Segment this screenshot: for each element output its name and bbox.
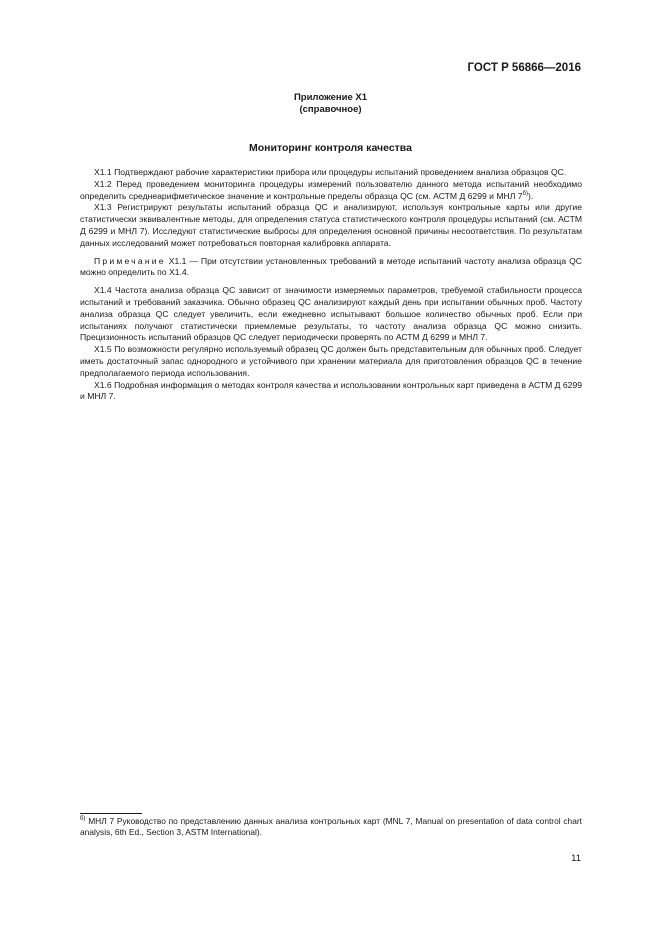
body-text xyxy=(80,167,582,403)
paragraph-x1-1: Х1.1 Подтверждают рабочие характеристики прибора или процедуры испытаний проведением анализа образцов QC. xyxy=(94,167,567,177)
footnote xyxy=(80,816,582,838)
annex-heading xyxy=(0,92,661,116)
document-code: ГОСТ Р 56866—2016 xyxy=(467,62,581,74)
note-paragraph xyxy=(80,256,582,280)
annex-subtitle: (справочное) xyxy=(299,104,362,115)
footnote-reference: б) xyxy=(522,190,528,197)
footnote-text: МНЛ 7 Руководство по представлению данных анализа контрольных карт (MNL 7, Manual on presentation of data control chart analysis, 6th Ed., Section 3, ASTM International). xyxy=(80,816,582,837)
paragraph-x1-2-end: ). xyxy=(527,190,534,201)
note-text: Х1.1 — При отсутствии установленных требований в методе испытаний частоту анализа образца QC можно определить по Х1.4. xyxy=(80,255,582,278)
paragraph-x1-3: Х1.3 Регистрируют результаты испытаний образца QC и анализируют, используя контрольные карты или другие статистически эквивалентные методы, для определения статуса статистического контроля процедуры испытаний (см. АСТМ Д 6299 и МНЛ 7). Исследуют статистические выбросы для определения основной причины несоответствия. По результатам данных исследований может потребоваться повторная калибровка аппарата. xyxy=(80,202,582,248)
paragraph-x1-6: Х1.6 Подробная информация о методах контроля качества и использовании контрольных карт приведена в АСТМ Д 6299 и МНЛ 7. xyxy=(80,379,582,402)
section-title: Мониторинг контроля качества xyxy=(249,142,412,154)
footnote-marker: б) xyxy=(80,816,86,823)
note-prefix: Примечание xyxy=(94,255,166,266)
paragraph-x1-4: Х1.4 Частота анализа образца QC зависит от значимости измеряемых параметров, требуемой стабильности процесса испытаний и требований заказчика. Обычно образец QC анализируют каждый день при испытании обычных проб. Частоту анализа образца QC следует увеличить, если ежедневно испытывают большое количество обычных проб. Если при испытаниях получают статистически приемлемые результаты, то частоту анализа образца QC можно снизить. Прецизионность испытаний образцов QC следует периодически проверять по АСТМ Д 6299 и МНЛ 7. xyxy=(80,285,582,343)
annex-title: Приложение Х1 xyxy=(293,92,368,103)
paragraph-x1-2 xyxy=(80,179,582,203)
paragraph-x1-2-text: Х1.2 Перед проведением мониторинга процедуры измерений пользователю данного метода испытаний необходимо определить среднеарифметическое значение и контрольные пределы образца QC (см. АСТМ Д 6299 и МНЛ 7 xyxy=(80,178,582,201)
footnote-divider xyxy=(80,813,142,814)
page-number: 11 xyxy=(571,853,581,864)
paragraph-x1-5: Х1.5 По возможности регулярно используемый образец QC должен быть представительным для обычных проб. Следует иметь достаточный запас однородного и устойчивого при хранении материала для приготовления образцов QC в течение предполагаемого периода использования. xyxy=(80,344,582,378)
